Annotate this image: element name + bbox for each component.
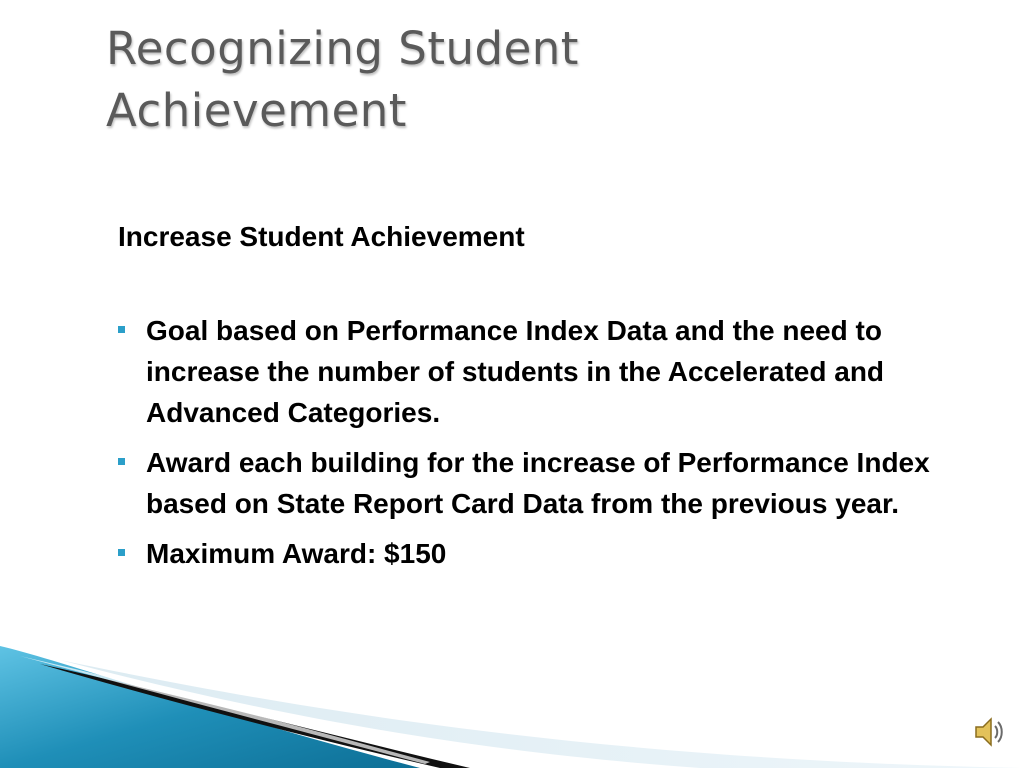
bullet-text: Award each building for the increase of Performance Index based on State Report Card Data from the previous year.: [146, 447, 930, 519]
bullet-item-maximum-award: [116, 533, 936, 574]
square-bullet-icon: [118, 326, 125, 333]
slide-title-line-1: Recognizing Student: [106, 22, 579, 75]
bullet-text: Maximum Award: $150: [146, 538, 447, 569]
bullet-text: Goal based on Performance Index Data and the need to increase the number of students in the Accelerated and Advanced Categories.: [146, 315, 885, 428]
bullet-list: [116, 310, 936, 583]
square-bullet-icon: [118, 549, 125, 556]
decorative-wave-graphic: [0, 640, 1024, 768]
slide-title-line-2: Achievement: [106, 84, 407, 137]
bullet-item-award: [116, 442, 936, 524]
speaker-icon[interactable]: [972, 714, 1008, 750]
slide-title: [106, 18, 906, 142]
square-bullet-icon: [118, 458, 125, 465]
slide-subheading: Increase Student Achievement: [118, 221, 525, 252]
bullet-item-goal: [116, 310, 936, 433]
